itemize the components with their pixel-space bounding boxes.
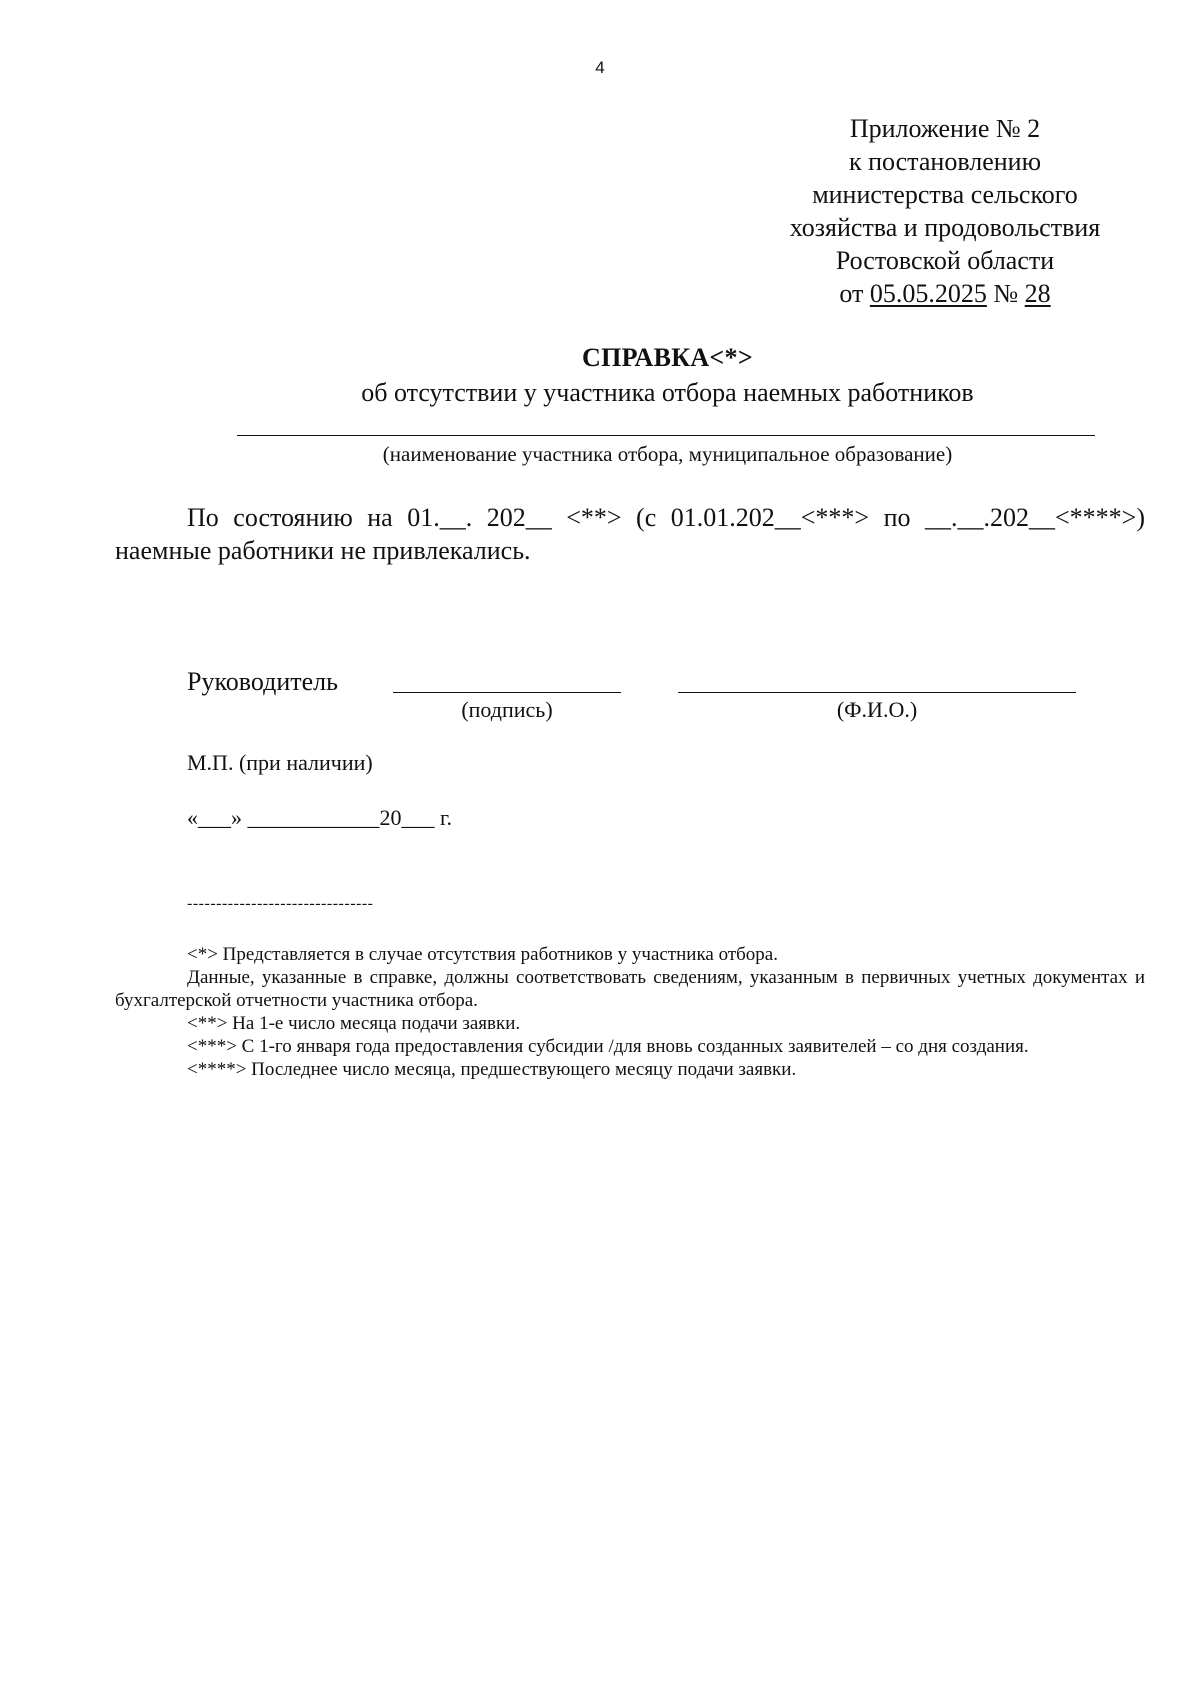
appendix-line: к постановлению	[848, 147, 1042, 176]
appendix-line: министерства сельского	[812, 180, 1078, 209]
footnotes	[115, 943, 1145, 1081]
appendix-line: Приложение № 2	[849, 114, 1041, 143]
footnote-separator: --------------------------------	[187, 895, 374, 912]
footnote: <****> Последнее число месяца, предшествующего месяцу подачи заявки.	[187, 1059, 797, 1080]
signature-field[interactable]	[393, 692, 621, 693]
signatory-label: Руководитель	[187, 667, 338, 696]
footnote: <*> Представляется в случае отсутствия работников у участника отбора.	[187, 944, 778, 965]
appendix-header	[760, 112, 1130, 310]
appendix-date-line	[760, 277, 1130, 310]
statement-text: По состоянию на 01.__. 202__ <**> (с 01.01.202__<***> по __.__.202__<****>) наемные работники не привлекались.	[115, 503, 1145, 565]
footnote: Данные, указанные в справке, должны соответствовать сведениям, указанным в первичных учетных документах и бухгалтерской отчетности участника отбора.	[115, 967, 1145, 1011]
date-field[interactable]: «___» ____________20___ г.	[187, 805, 453, 830]
document-subtitle: об отсутствии у участника отбора наемных работников	[361, 378, 974, 407]
participant-name-field[interactable]	[237, 435, 1095, 436]
resolution-date: 05.05.2025	[869, 279, 987, 308]
footnote: <***> С 1-го января года предоставления субсидии /для вновь созданных заявителей – со дня создания.	[187, 1036, 1029, 1057]
resolution-number: 28	[1024, 279, 1051, 308]
full-name-field[interactable]	[678, 692, 1076, 693]
date-prefix: от	[839, 279, 870, 308]
stamp-place-label: М.П. (при наличии)	[187, 750, 373, 775]
full-name-caption: (Ф.И.О.)	[836, 697, 918, 722]
footnote: <**> На 1-е число месяца подачи заявки.	[187, 1013, 521, 1034]
document-title: СПРАВКА<*>	[582, 343, 753, 372]
number-prefix: №	[986, 279, 1025, 308]
page-number: 4	[595, 58, 605, 77]
signature-caption: (подпись)	[461, 697, 553, 722]
appendix-line: Ростовской области	[835, 246, 1055, 275]
participant-name-caption: (наименование участника отбора, муниципальное образование)	[382, 442, 953, 466]
appendix-line: хозяйства и продовольствия	[789, 213, 1101, 242]
